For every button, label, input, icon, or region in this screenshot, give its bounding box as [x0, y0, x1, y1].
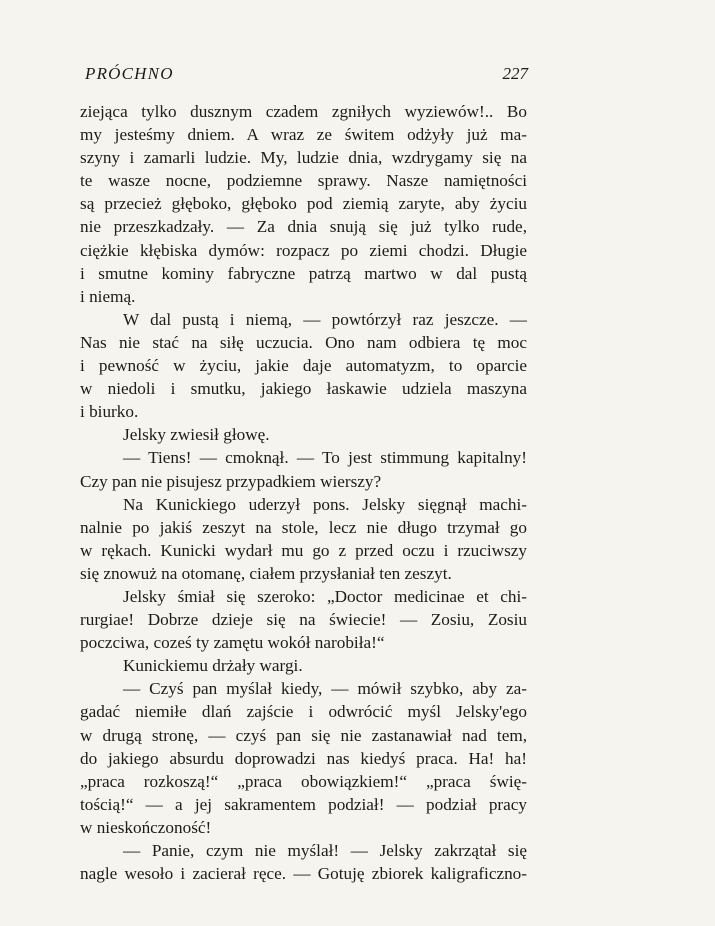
text-line: i smutne kominy fabryczne patrzą martwo w dal pustą — [80, 263, 527, 283]
text-line: w niedoli i smutku, jakiego łaskawie udziela maszyna — [80, 379, 527, 399]
text-line: Jelsky zwiesił głowę. — [123, 425, 270, 445]
text-line: nie przeszkadzały. — Za dnia snują się już tylko rude, — [80, 217, 527, 237]
text-line: nagle wesoło i zacierał ręce. — Gotuję zbiorek kaligraficzno- — [80, 864, 527, 884]
text-line: Nas nie stać na siłę uczucia. Ono nam odbiera tę moc — [80, 332, 527, 352]
text-line: — Czyś pan myślał kiedy, — mówił szybko, aby za- — [123, 679, 527, 699]
text-line: poczciwa, coześ ty zamętu wokół narobiła!“ — [80, 633, 385, 653]
text-line: ziejąca tylko dusznym czadem zgniłych wyziewów!.. Bo — [80, 102, 527, 121]
text-line: — Panie, czym nie myślał! — Jelsky zakrzątał się — [123, 841, 527, 860]
text-line: W dal pustą i niemą, — powtórzył raz jeszcze. — — [123, 309, 527, 329]
text-line: nalnie po jakiś zeszyt na stole, lecz nie długo trzymał go — [80, 517, 527, 537]
text-line: my jesteśmy dniem. A wraz ze świtem odżyły już ma- — [80, 125, 527, 145]
text-line: Na Kunickiego uderzył pons. Jelsky sięgnął machi- — [123, 494, 527, 514]
text-line: szyny i zamarli ludzie. My, ludzie dnia, wzdrygamy się na — [80, 148, 527, 168]
text-line: są przecież głęboko, głęboko pod ziemią zaryte, aby życiu — [80, 194, 527, 214]
text-line: te wasze nocne, podziemne sprawy. Nasze namiętności — [80, 171, 527, 191]
text-line: i biurko. — [80, 402, 139, 422]
text-line: gadać niemiłe dlań zajście i odwrócić myśl Jelsky'ego — [80, 702, 527, 722]
text-line: Jelsky śmiał się szeroko: „Doctor medicinae et chi- — [123, 586, 527, 606]
text-line: — Tiens! — cmoknął. — To jest stimmung kapitalny! — [123, 448, 527, 468]
text-line: rurgiae! Dobrze dzieje się na świecie! — Zosiu, Zosiu — [80, 610, 527, 630]
text-line: w nieskończoność! — [80, 817, 212, 837]
body-text — [80, 100, 527, 885]
text-line: Kunickiemu drżały wargi. — [123, 656, 303, 676]
text-line: i niemą. — [80, 286, 136, 306]
text-line: do jakiego absurdu doprowadzi nas kiedyś praca. Ha! ha! — [80, 748, 527, 768]
text-line: „praca rozkoszą!“ „praca obowiązkiem!“ „praca świę- — [80, 771, 527, 791]
running-title: PRÓCHNO — [85, 64, 174, 83]
text-line: Czy pan nie pisujesz przypadkiem wierszy? — [80, 471, 382, 491]
page-header — [85, 64, 528, 92]
text-line: w rękach. Kunicki wydarł mu go z przed oczu i rzuciwszy — [80, 540, 527, 560]
text-line: się znowuż na otomanę, ciałem przysłaniał ten zeszyt. — [80, 563, 452, 583]
text-line: ciężkie kłębiska dymów: rozpacz po ziemi chodzi. Długie — [80, 240, 527, 260]
text-line: tością!“ — a jej sakramentem podział! — podział pracy — [80, 794, 527, 814]
text-line: i pewność w życiu, jakie daje automatyzm, to oparcie — [80, 356, 527, 376]
page-number: 227 — [502, 64, 528, 83]
text-line: w drugą stronę, — czyś pan się nie zastanawiał nad tem, — [80, 725, 527, 745]
